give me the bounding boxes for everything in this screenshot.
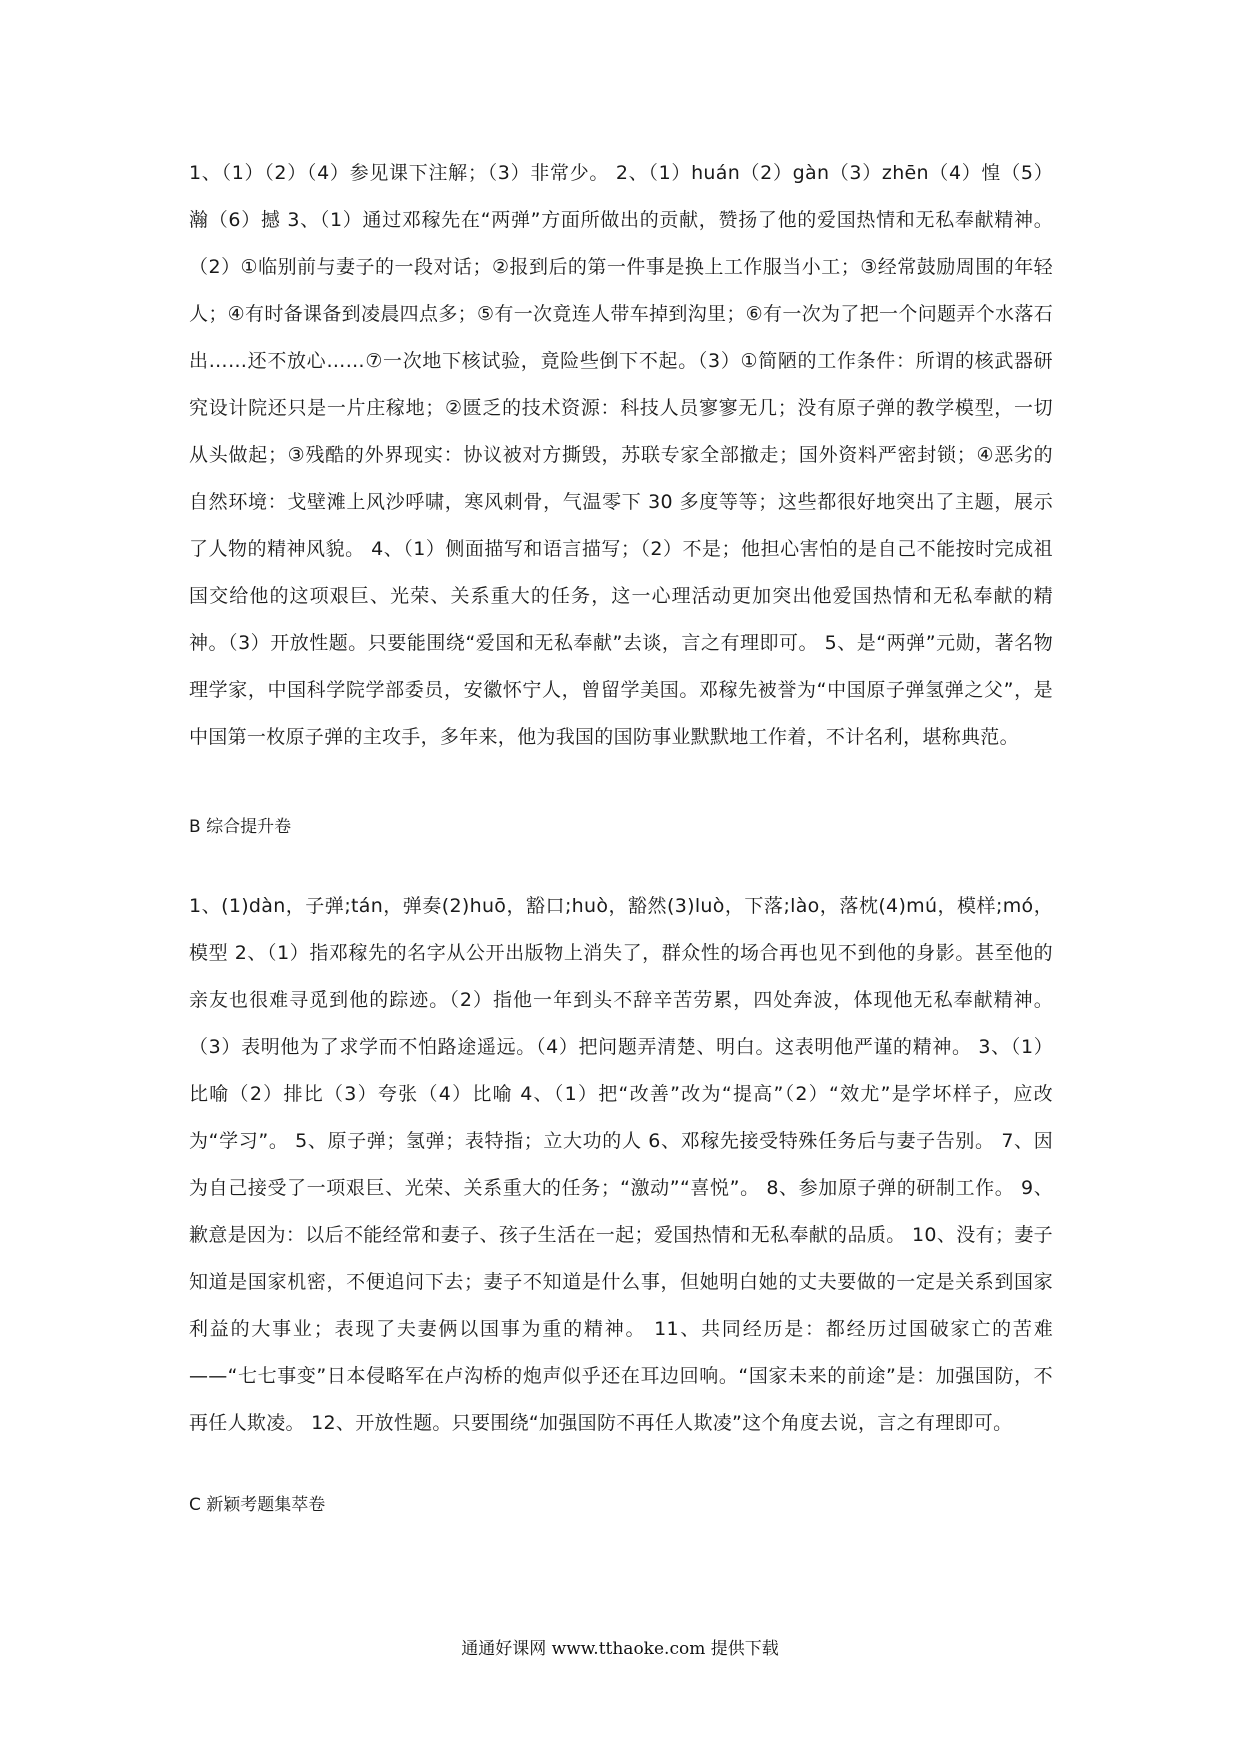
section-b-title: B 综合提升卷 xyxy=(189,817,292,837)
page-footer: 通通好课网 www.tthaoke.com 提供下载 xyxy=(461,1639,779,1659)
answer-content xyxy=(189,150,1053,1520)
section-a-answers: 1、（1）（2）（4）参见课下注解；（3）非常少。 2、（1）huán（2）gàn（3）zhēn（4）惶（5）瀚（6）撼 3、（1）通过邓稼先在“两弹”方面所做出的贡献，赞扬了他的爱国热情和无私奉献精神。（2）①临别前与妻子的一段对话；②报到后的第一件事是换上工作服当小工；③经常鼓励周围的年轻人；④有时备课备到凌晨四点多；⑤有一次竟连人带车掉到沟里；⑥有一次为了把一个问题弄个水落石出……还不放心……⑦一次地下核试验，竟险些倒下不起。（3）①简陋的工作条件：所谓的核武器研究设计院还只是一片庄稼地；②匮乏的技术资源：科技人员寥寥无几；没有原子弹的教学模型，一切从头做起；③残酷的外界现实：协议被对方撕毁，苏联专家全部撤走；国外资料严密封锁；④恶劣的自然环境：戈壁滩上风沙呼啸，寒风刺骨，气温零下 30 多度等等；这些都很好地突出了主题，展示了人物的精神风貌。 4、（1）侧面描写和语言描写；（2）不是；他担心害怕的是自己不能按时完成祖国交给他的这项艰巨、光荣、关系重大的任务，这一心理活动更加突出他爱国热情和无私奉献的精神。（3）开放性题。只要能围绕“爱国和无私奉献”去谈，言之有理即可。 5、是“两弹”元勋，著名物理学家，中国科学院学部委员，安徽怀宁人，曾留学美国。邓稼先被誉为“中国原子弹氢弹之父”，是中国第一枚原子弹的主攻手，多年来，他为我国的国防事业默默地工作着，不计名利，堪称典范。 xyxy=(189,162,1053,748)
section-b-answers: 1、(1)dàn，子弹;tán，弹奏(2)huō，豁口;huò，豁然(3)luò，下落;lào，落枕(4)mú，模样;mó，模型 2、（1）指邓稼先的名字从公开出版物上消失了，群众性的场合再也见不到他的身影。甚至他的亲友也很难寻觅到他的踪迹。（2）指他一年到头不辞辛苦劳累，四处奔波，体现他无私奉献精神。（3）表明他为了求学而不怕路途遥远。（4）把问题弄清楚、明白。这表明他严谨的精神。 3、（1）比喻（2）排比（3）夸张（4）比喻 4、（1）把“改善”改为“提高”（2）“效尤”是学坏样子，应改为“学习”。 5、原子弹；氢弹；表特指；立大功的人 6、邓稼先接受特殊任务后与妻子告别。 7、因为自己接受了一项艰巨、光荣、关系重大的任务；“激动”“喜悦”。 8、参加原子弹的研制工作。 9、歉意是因为：以后不能经常和妻子、孩子生活在一起；爱国热情和无私奉献的品质。 10、没有；妻子知道是国家机密，不便追问下去；妻子不知道是什么事，但她明白她的丈夫要做的一定是关系到国家利益的大事业；表现了夫妻俩以国事为重的精神。 11、共同经历是：都经历过国破家亡的苦难——“七七事变”日本侵略军在卢沟桥的炮声似乎还在耳边回响。“国家未来的前途”是：加强国防，不再任人欺凌。 12、开放性题。只要围绕“加强国防不再任人欺凌”这个角度去说，言之有理即可。 xyxy=(189,895,1053,1434)
section-c-title: C 新颖考题集萃卷 xyxy=(189,1495,326,1515)
